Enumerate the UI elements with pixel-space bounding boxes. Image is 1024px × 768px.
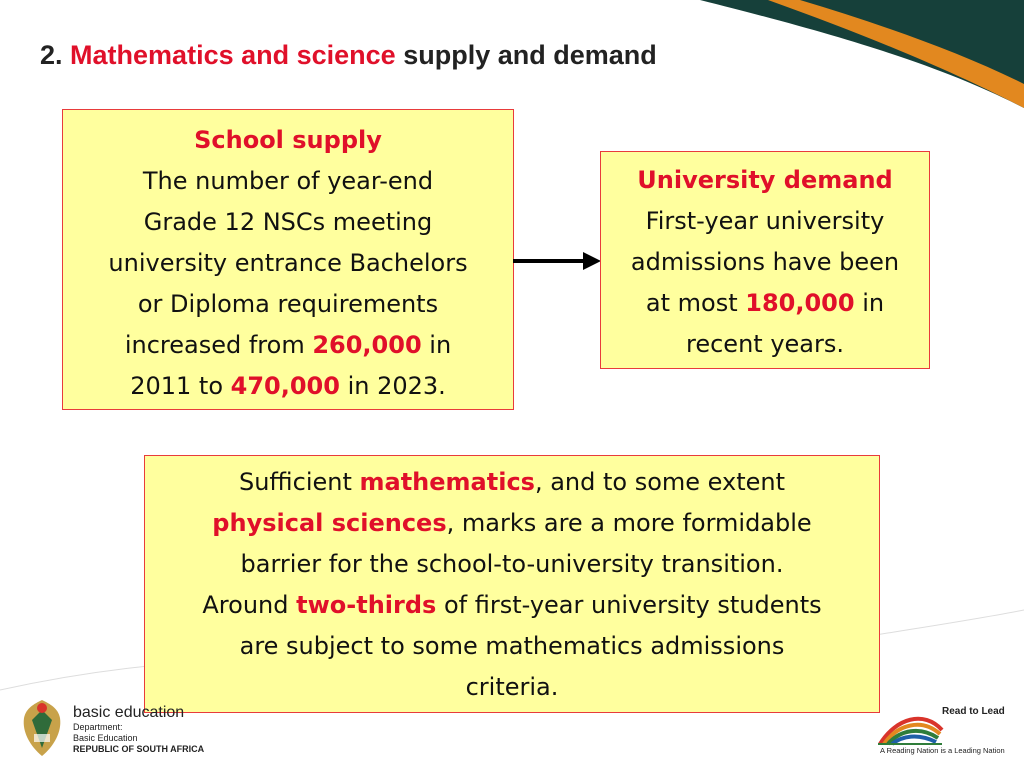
supply-line6-pre: 2011 to (130, 372, 231, 400)
barrier-text: , and to some extent (534, 468, 786, 496)
barrier-line: criteria. (465, 673, 559, 701)
slide-title (40, 40, 657, 71)
title-rest: supply and demand (403, 40, 657, 70)
supply-line (63, 325, 513, 366)
barrier-text: Around (202, 591, 297, 619)
read-to-lead-tagline: A Reading Nation is a Leading Nation (880, 746, 1005, 755)
supply-line (63, 366, 513, 407)
coat-of-arms-icon (20, 698, 64, 758)
supply-line: or Diploma requirements (137, 290, 439, 318)
demand-line: admissions have been (630, 248, 900, 276)
barrier-highlight-two-thirds: two-thirds (296, 591, 437, 619)
demand-line: First-year university (645, 207, 885, 235)
dept-line: REPUBLIC OF SOUTH AFRICA (73, 744, 205, 754)
demand-heading: University demand (637, 166, 893, 194)
title-number: 2. (40, 40, 63, 70)
supply-line: The number of year-end (142, 167, 434, 195)
supply-line: Grade 12 NSCs meeting (143, 208, 433, 236)
supply-value-2011: 260,000 (312, 331, 422, 359)
barrier-text: , marks are a more formidable (446, 509, 812, 537)
barrier-line (145, 503, 879, 544)
supply-line6-post: in 2023. (339, 372, 446, 400)
demand-line (601, 283, 929, 324)
read-to-lead-title: Read to Lead (942, 706, 1005, 717)
school-supply-box (62, 109, 514, 410)
demand-line3-post: in (854, 289, 885, 317)
university-demand-box (600, 151, 930, 369)
supply-line5-pre: increased from (124, 331, 313, 359)
dept-line: Basic Education (73, 733, 138, 743)
barrier-highlight-physical-sciences: physical sciences (212, 509, 447, 537)
demand-line3-pre: at most (645, 289, 746, 317)
barrier-text: of first-year university students (436, 591, 822, 619)
supply-value-2023: 470,000 (230, 372, 340, 400)
supply-heading: School supply (194, 126, 382, 154)
barrier-text: Sufficient (238, 468, 360, 496)
barrier-box (144, 455, 880, 713)
barrier-line (145, 462, 879, 503)
dept-name: basic education (73, 704, 185, 721)
right-arrow-icon (513, 250, 603, 272)
demand-line: recent years. (686, 330, 844, 358)
barrier-line: are subject to some mathematics admissions (239, 632, 785, 660)
title-highlight: Mathematics and science (70, 40, 396, 70)
dbe-logo-text (73, 704, 204, 755)
barrier-line: barrier for the school-to-university transition. (240, 550, 784, 578)
supply-line: university entrance Bachelors (108, 249, 468, 277)
demand-value: 180,000 (745, 289, 855, 317)
barrier-line (145, 585, 879, 626)
dept-line: Department: (73, 722, 123, 732)
barrier-highlight-mathematics: mathematics (359, 468, 535, 496)
supply-line5-post: in (421, 331, 452, 359)
